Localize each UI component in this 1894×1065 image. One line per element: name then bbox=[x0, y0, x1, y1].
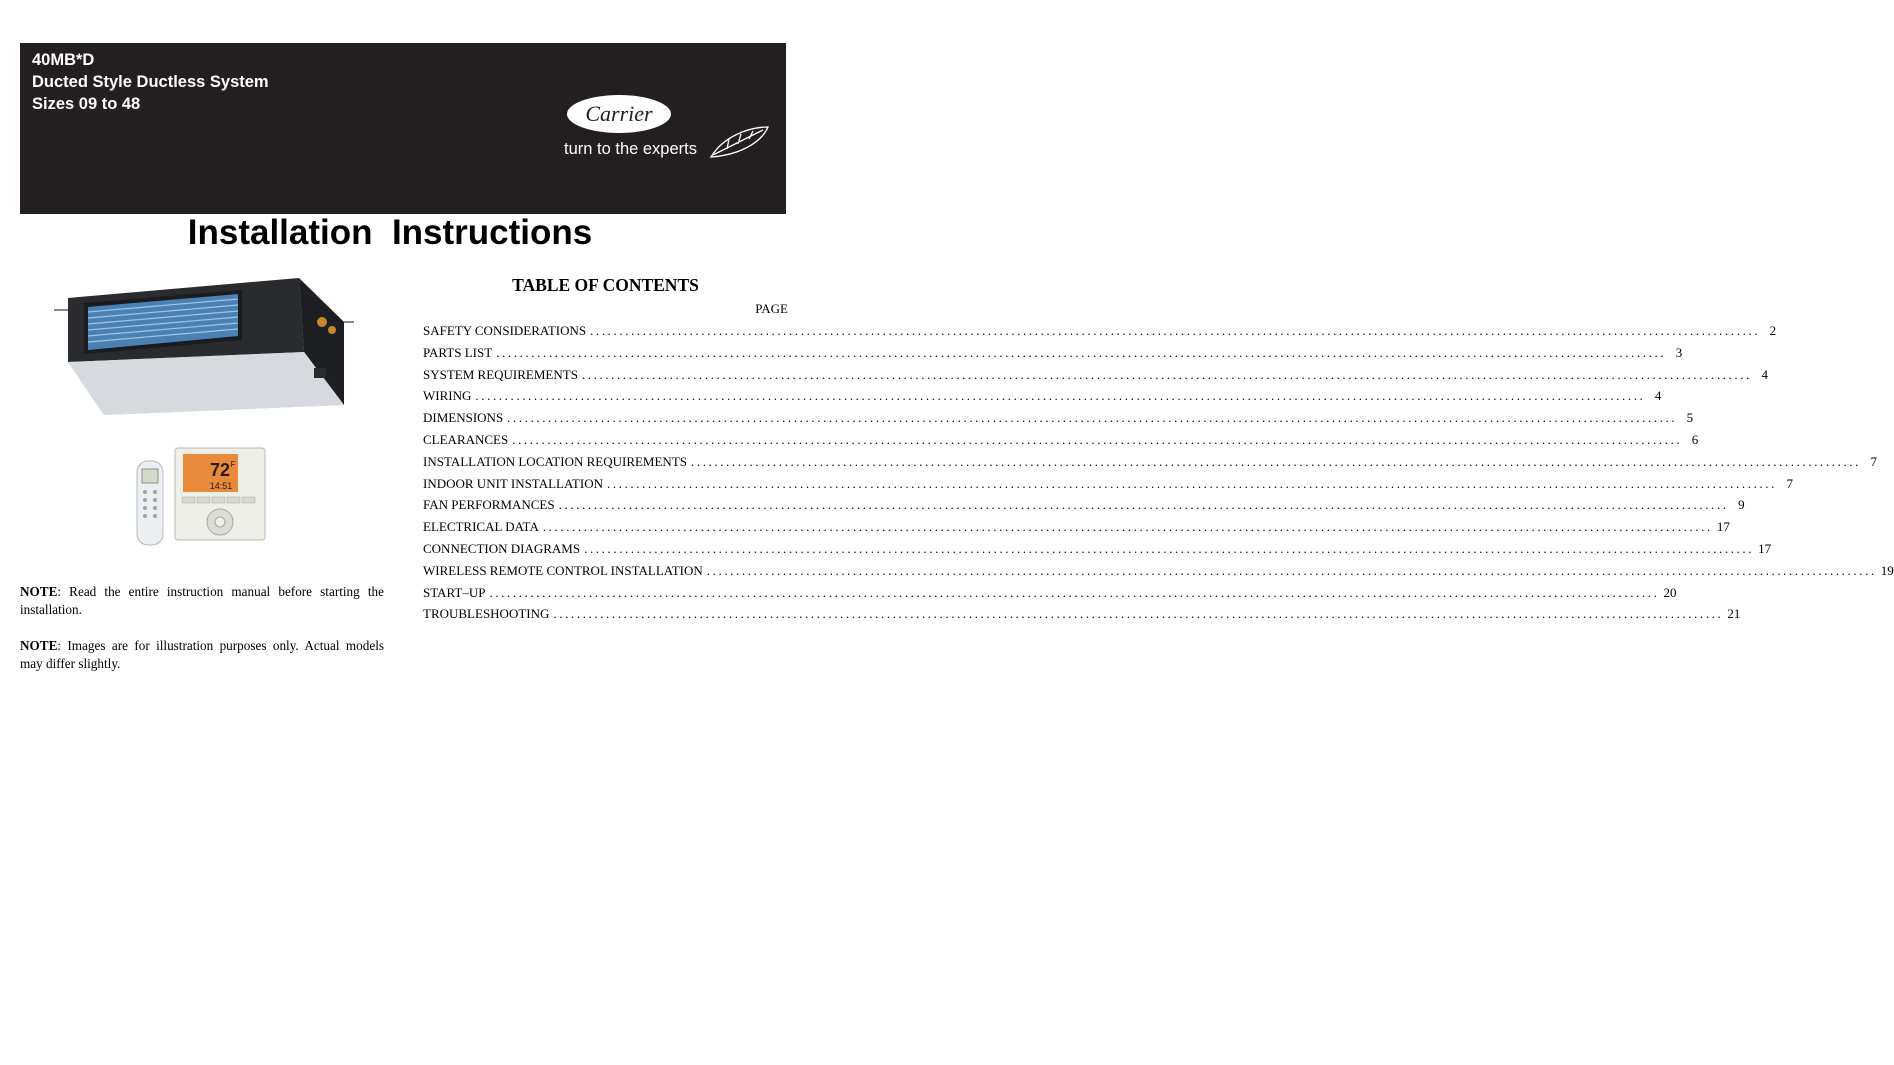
leaf-icon bbox=[711, 127, 768, 157]
toc-entry-page: 4 bbox=[1654, 388, 1662, 404]
toc-entry-page: 6 bbox=[1691, 431, 1699, 447]
toc-title: TABLE OF CONTENTS bbox=[512, 275, 699, 295]
toc-entry-page: 2 bbox=[1769, 323, 1777, 338]
display-time: 14:51 bbox=[209, 481, 233, 491]
toc-leader-dots: ........................................................................................................................................................................................................ bbox=[553, 606, 1724, 622]
toc-entry[interactable] bbox=[423, 473, 1793, 495]
toc-entry[interactable] bbox=[423, 603, 1741, 625]
toc-entry[interactable] bbox=[423, 385, 1662, 407]
toc-entry-page: 7 bbox=[1786, 475, 1793, 491]
toc-entry-page: 7 bbox=[1870, 453, 1877, 469]
note-text: : Read the entire instruction manual before starting the installation. bbox=[20, 584, 384, 617]
display-temp: 72 bbox=[209, 460, 231, 480]
model-number: 40MB*D bbox=[32, 51, 95, 69]
toc-entry[interactable] bbox=[423, 560, 1894, 582]
toc-page-header: PAGE bbox=[755, 301, 788, 316]
notes bbox=[20, 583, 384, 691]
page-title: Installation Instructions bbox=[187, 213, 593, 252]
toc-leader-dots: ........................................................................................................................................................................................................ bbox=[542, 519, 1713, 535]
air-handler-image bbox=[54, 270, 354, 420]
note-label: NOTE bbox=[20, 638, 58, 653]
toc-entry-page: 5 bbox=[1686, 410, 1694, 426]
display-unit: F bbox=[230, 460, 236, 469]
toc-entry-page: 21 bbox=[1727, 606, 1741, 622]
toc-entry-label: INDOOR UNIT INSTALLATION bbox=[423, 475, 603, 491]
toc-entry-page: 17 bbox=[1758, 540, 1772, 556]
toc-entry[interactable] bbox=[423, 516, 1730, 538]
toc-leader-dots: ........................................................................................................................................................................................................ bbox=[489, 584, 1660, 600]
toc-entry-label: START–UP bbox=[423, 584, 486, 600]
toc-entry-label: WIRELESS REMOTE CONTROL INSTALLATION bbox=[423, 562, 703, 578]
toc-entry-page: 9 bbox=[1738, 497, 1745, 513]
toc-leader-dots: ........................................................................................................................................................................................................ bbox=[475, 388, 1646, 404]
toc-entry-page: 17 bbox=[1716, 519, 1730, 535]
toc-leader-dots: ........................................................................................................................................................................................................ bbox=[706, 562, 1877, 578]
tagline: turn to the experts bbox=[564, 140, 697, 158]
brand-name: Carrier bbox=[585, 101, 653, 126]
toc-leader-dots: ........................................................................................................................................................................................................ bbox=[558, 497, 1729, 513]
wall-controller-image bbox=[174, 447, 266, 541]
toc-entry-label: ELECTRICAL DATA bbox=[423, 519, 539, 535]
wireless-remote-image bbox=[135, 460, 165, 546]
header-band bbox=[20, 43, 786, 214]
toc-entry-label: CLEARANCES bbox=[423, 431, 509, 447]
product-name: Ducted Style Ductless System bbox=[32, 73, 269, 91]
toc-entry-label: SAFETY CONSIDERATIONS bbox=[423, 323, 587, 338]
toc-entry[interactable] bbox=[423, 582, 1677, 604]
size-range: Sizes 09 to 48 bbox=[32, 95, 141, 113]
toc-entry-label: INSTALLATION LOCATION REQUIREMENTS bbox=[423, 453, 687, 469]
toc-entry-page: 3 bbox=[1675, 344, 1683, 360]
toc-leader-dots: ........................................................................................................................................................................................................ bbox=[590, 323, 1761, 338]
toc-entry-label: TROUBLESHOOTING bbox=[423, 606, 550, 622]
toc-entry[interactable] bbox=[423, 320, 1777, 342]
note-illustration bbox=[20, 637, 384, 673]
toc-entry-label: CONNECTION DIAGRAMS bbox=[423, 540, 581, 556]
note-read-manual bbox=[20, 583, 384, 619]
toc-leader-dots: ........................................................................................................................................................................................................ bbox=[606, 475, 1777, 491]
toc-entry[interactable] bbox=[423, 429, 1699, 451]
toc-entry-label: FAN PERFORMANCES bbox=[423, 497, 555, 513]
toc-entry[interactable] bbox=[423, 407, 1694, 429]
toc-entry[interactable] bbox=[423, 342, 1683, 364]
toc-leader-dots: ........................................................................................................................................................................................................ bbox=[496, 344, 1667, 360]
toc-entry[interactable] bbox=[423, 494, 1745, 516]
toc-entry[interactable] bbox=[423, 451, 1877, 473]
note-text: : Images are for illustration purposes only. Actual models may differ slightly. bbox=[20, 638, 384, 671]
toc-entry-label: PARTS LIST bbox=[423, 344, 493, 360]
table-of-contents bbox=[423, 320, 1894, 625]
toc-leader-dots: ........................................................................................................................................................................................................ bbox=[584, 540, 1755, 556]
toc-entry[interactable] bbox=[423, 364, 1768, 386]
toc-leader-dots: ........................................................................................................................................................................................................ bbox=[691, 453, 1861, 469]
toc-entry-page: 19 bbox=[1880, 562, 1894, 578]
note-label: NOTE bbox=[20, 584, 58, 599]
toc-entry-page: 4 bbox=[1761, 366, 1768, 382]
toc-entry-label: SYSTEM REQUIREMENTS bbox=[423, 366, 578, 382]
toc-leader-dots: ........................................................................................................................................................................................................ bbox=[581, 366, 1752, 382]
toc-entry-page: 20 bbox=[1663, 584, 1677, 600]
toc-entry-label: DIMENSIONS bbox=[423, 410, 504, 426]
toc-leader-dots: ........................................................................................................................................................................................................ bbox=[512, 431, 1683, 447]
header-text bbox=[32, 49, 269, 115]
toc-entry[interactable] bbox=[423, 538, 1772, 560]
toc-leader-dots: ........................................................................................................................................................................................................ bbox=[507, 410, 1678, 426]
toc-entry-label: WIRING bbox=[423, 388, 472, 404]
